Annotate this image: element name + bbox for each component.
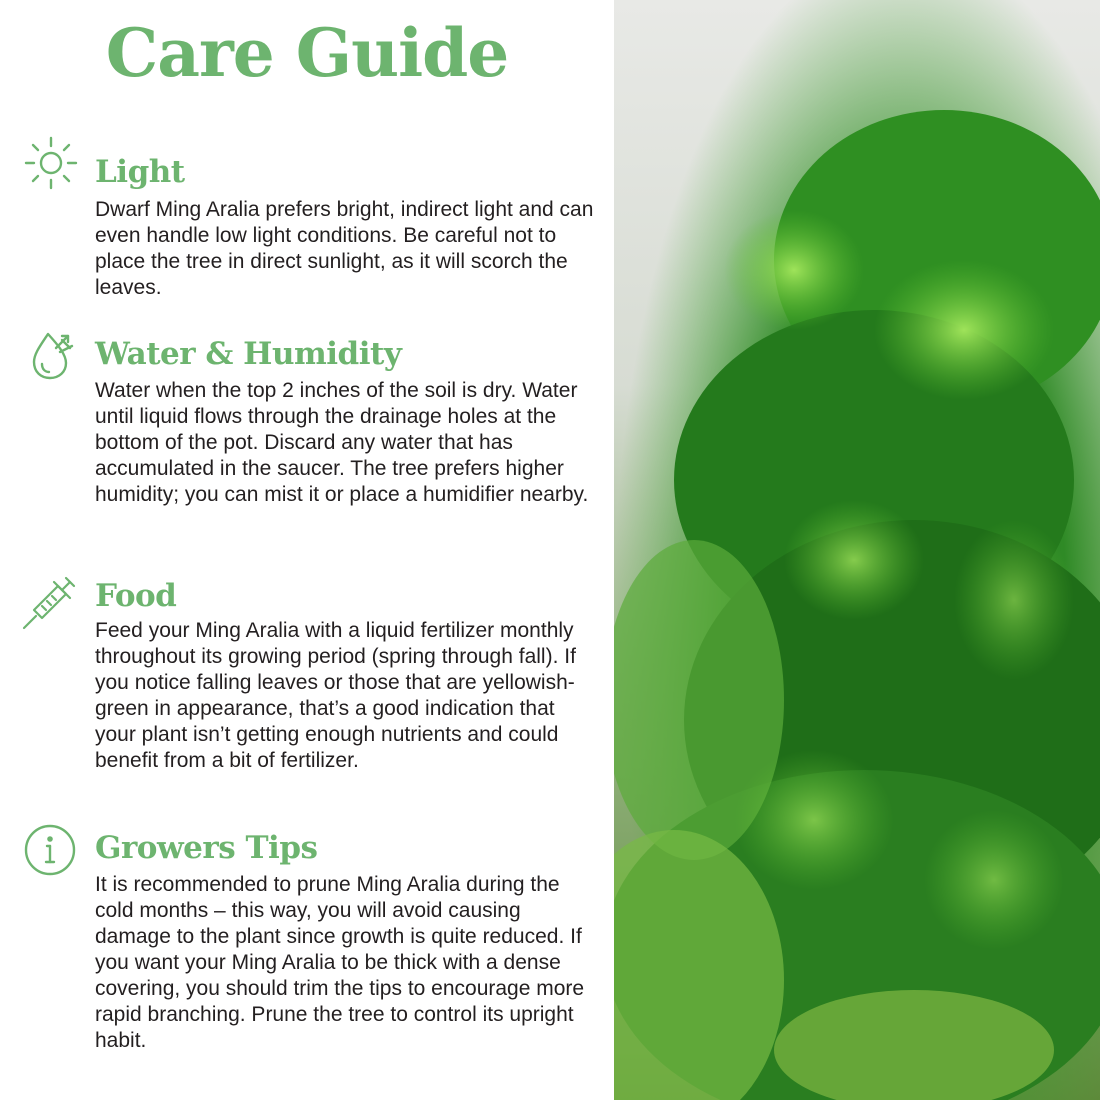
ming-aralia-image xyxy=(614,0,1100,1100)
section-heading-food: Food xyxy=(95,578,177,614)
section-heading-water-humidity: Water & Humidity xyxy=(95,336,402,372)
syringe-icon xyxy=(22,572,80,630)
plant-photo xyxy=(614,0,1100,1100)
section-body-growers-tips: It is recommended to prune Ming Aralia during the cold months – this way, you will avoid causing damage to the plant since growth is quite reduced. If you want your Ming Aralia to be thick with a dense covering, you should trim the tips to encourage more rapid branching. Prune the tree to control its upright habit. xyxy=(95,873,585,1052)
info-icon xyxy=(22,822,78,878)
sun-icon xyxy=(22,134,80,192)
section-body-food: Feed your Ming Aralia with a liquid fertilizer monthly throughout its growing period (spring through fall). If you notice falling leaves or those that are yellowish-green in appearance, that’s a good indication that your plant isn’t getting enough nutrients and could benefit from a bit of fertilizer. xyxy=(95,619,576,772)
water-drop-icon xyxy=(26,326,84,384)
section-body-water-humidity: Water when the top 2 inches of the soil is dry. Water until liquid flows through the drainage holes at the bottom of the pot. Discard any water that has accumulated in the saucer. The tree prefers higher humidity; you can mist it or place a humidifier nearby. xyxy=(95,379,589,506)
section-heading-growers-tips: Growers Tips xyxy=(95,830,318,866)
section-heading-light: Light xyxy=(95,154,185,190)
section-body-light: Dwarf Ming Aralia prefers bright, indirect light and can even handle low light conditions. Be careful not to place the tree in direct sunlight, as it will scorch the leaves. xyxy=(95,198,594,299)
page-title: Care Guide xyxy=(105,14,509,92)
